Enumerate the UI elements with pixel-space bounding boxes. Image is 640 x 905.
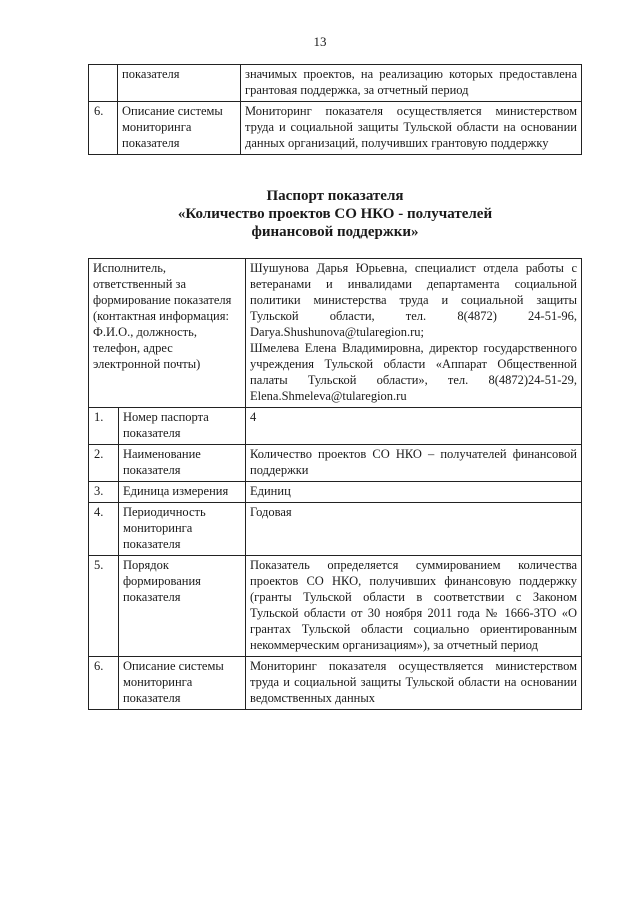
executor-contact-1: Шушунова Дарья Юрьевна, специалист отдела работы с ветеранами и инвалидами департамента социальной политики министерства труда и социальной защиты Тульской области, тел. 8(4872) 24-51-96, Darya.Shushunova@tularegion.ru; bbox=[250, 261, 577, 339]
row-value: Мониторинг показателя осуществляется министерством труда и социальной защиты Тульской области на основании ведомственных данных bbox=[246, 657, 582, 710]
row-value: Годовая bbox=[246, 503, 582, 556]
row-label: Периодичность мониторинга показателя bbox=[118, 503, 245, 556]
table-row bbox=[89, 482, 582, 503]
row-number: 4. bbox=[89, 503, 119, 556]
executor-contact-2: Шмелева Елена Владимировна, директор государственного учреждения Тульской области «Аппарат Общественной палаты Тульской области», тел. 8(4872)24-51-29, Elena.Shmeleva@tularegion.ru bbox=[250, 341, 577, 403]
table-row bbox=[89, 65, 582, 102]
table-row bbox=[89, 556, 582, 657]
row-label: Номер паспорта показателя bbox=[118, 408, 245, 445]
row-label: Наименование показателя bbox=[118, 445, 245, 482]
row-number: 6. bbox=[89, 102, 118, 155]
row-value: Мониторинг показателя осуществляется министерством труда и социальной защиты Тульской области на основании данных организаций, получивших грантовую поддержку bbox=[241, 102, 582, 155]
passport-table bbox=[88, 258, 582, 710]
passport-title bbox=[88, 187, 582, 241]
row-label: Порядок формирования показателя bbox=[118, 556, 245, 657]
executor-label: Исполнитель, ответственный за формирование показателя (контактная информация: Ф.И.О., должность, телефон, адрес электронной почты) bbox=[89, 259, 246, 408]
table-row bbox=[89, 445, 582, 482]
row-value: Единиц bbox=[246, 482, 582, 503]
row-number bbox=[89, 65, 118, 102]
table-row bbox=[89, 102, 582, 155]
row-label: Единица измерения bbox=[118, 482, 245, 503]
row-value: значимых проектов, на реализацию которых предоставлена грантовая поддержка, за отчетный период bbox=[241, 65, 582, 102]
row-value: 4 bbox=[246, 408, 582, 445]
table-row bbox=[89, 657, 582, 710]
row-number: 5. bbox=[89, 556, 119, 657]
passport-table-body bbox=[89, 259, 582, 710]
table-row bbox=[89, 408, 582, 445]
row-number: 6. bbox=[89, 657, 119, 710]
row-value: Показатель определяется суммированием количества проектов СО НКО, получивших финансовую поддержку (гранты Тульской области в соответствии с Законом Тульской области от 30 ноября 2011 года № 1666-ЗТО «О грантах Тульской области социально ориентированным некоммерческим организациям»), за отчетный период bbox=[246, 556, 582, 657]
row-number: 3. bbox=[89, 482, 119, 503]
indicator-table-continuation bbox=[88, 64, 582, 155]
indicator-table-body bbox=[89, 65, 582, 155]
executor-value bbox=[246, 259, 582, 408]
table-row bbox=[89, 503, 582, 556]
page-number: 13 bbox=[313, 34, 327, 49]
executor-row bbox=[89, 259, 582, 408]
passport-title-line-1: Паспорт показателя bbox=[266, 188, 404, 204]
row-label: Описание системы мониторинга показателя bbox=[118, 657, 245, 710]
row-value: Количество проектов СО НКО – получателей финансовой поддержки bbox=[246, 445, 582, 482]
row-number: 1. bbox=[89, 408, 119, 445]
row-number: 2. bbox=[89, 445, 119, 482]
passport-title-line-3: финансовой поддержки» bbox=[251, 224, 419, 240]
row-label: Описание системы мониторинга показателя bbox=[118, 102, 241, 155]
passport-title-line-2: «Количество проектов СО НКО - получателей bbox=[177, 206, 493, 222]
row-label: показателя bbox=[118, 65, 241, 102]
